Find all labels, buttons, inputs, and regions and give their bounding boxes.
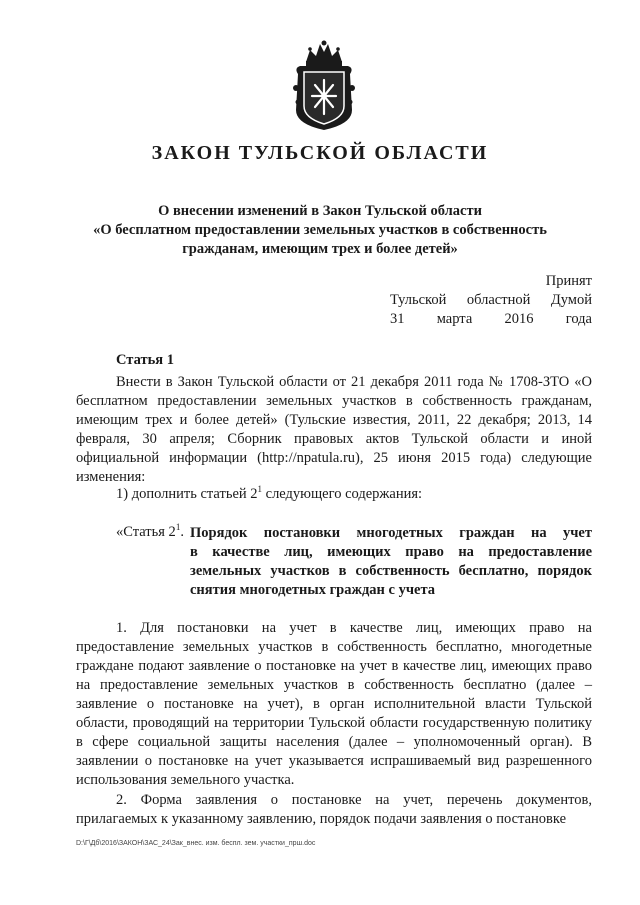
title-line: земельных участков в собственность бесплатно, порядок (190, 563, 592, 579)
adopted-word: Думой (550, 292, 592, 308)
paragraph-1: 1. Для постановки на учет в качестве лиц, имеющих право на предоставление земельных участков в собственность бесплатно, многодетные граждане подают заявление о постановке на учет в качестве лиц, имеющих право на предоставление земельных участков в собственность бесплатно (далее – заявление о постановке на учет), в орган исполнительной власти Тульской области, проводящий на территории Тульской области государственную политику в сфере социальной защиты населения (далее – уполномоченный орган). В заявлении о постановке на учет указывается испрашиваемый вид разрешенного использования земельного участка. (76, 620, 592, 788)
adopted-by (390, 291, 592, 310)
label-prefix: «Статья 2 (116, 524, 176, 540)
law-title: ЗАКОН ТУЛЬСКОЙ ОБЛАСТИ (151, 142, 489, 164)
adopted-word: Тульской (390, 292, 447, 308)
file-path-footer: D:\Г\Дб\2016\ЗАКОН\ЗАС_24\Зак_внес. изм. беспл. зем. участки_прш.doc (76, 840, 316, 847)
adoption-date (390, 310, 592, 329)
title-line: Порядок постановки многодетных граждан на учет (190, 525, 592, 541)
article-1-heading: Статья 1 (116, 352, 174, 368)
article-2-1-label (116, 524, 184, 541)
article-1-intro: Внести в Закон Тульской области от 21 декабря 2011 года № 1708-ЗТО «О бесплатном предоставлении земельных участков в собственность гражданам, имеющим трех и более детей» (Тульские известия, 2011, 22 декабря; 2013, 14 февраля, 30 апреля; Сборник правовых актов Тульской области и иной официальной информации (http://npatula.ru), 25 июня 2015 года) следующие изменения: (76, 374, 592, 485)
date-part: 2016 (504, 311, 534, 327)
adopted-word: областной (466, 292, 531, 308)
item-1-prefix: 1) дополнить статьей 2 (116, 486, 258, 502)
tula-coat-of-arms-icon (292, 40, 356, 132)
article-2-1-title (190, 524, 592, 600)
subtitle-line: «О бесплатном предоставлении земельных участков в собственность (93, 222, 547, 238)
date-part: 31 (390, 311, 405, 327)
article-1-item-1 (116, 486, 422, 503)
date-part: марта (436, 311, 473, 327)
item-1-sup: 1 (257, 484, 263, 495)
adoption-block (390, 272, 592, 329)
label-suffix: . (180, 524, 184, 540)
adopted-label: Принят (545, 273, 592, 289)
paragraph-2: 2. Форма заявления о постановке на учет, перечень документов, прилагаемых к указанному заявлению, порядок подачи заявления о постановке (76, 792, 592, 827)
title-line: в качестве лиц, имеющих право на предоставление (190, 544, 592, 560)
subtitle-line: гражданам, имеющим трех и более детей» (182, 241, 458, 257)
title-line: снятия многодетных граждан с учета (190, 582, 436, 598)
date-part: года (565, 311, 592, 327)
law-subtitle (90, 202, 550, 259)
label-sup: 1 (175, 522, 181, 533)
subtitle-line: О внесении изменений в Закон Тульской области (158, 203, 482, 219)
item-1-suffix: следующего содержания: (262, 486, 423, 502)
